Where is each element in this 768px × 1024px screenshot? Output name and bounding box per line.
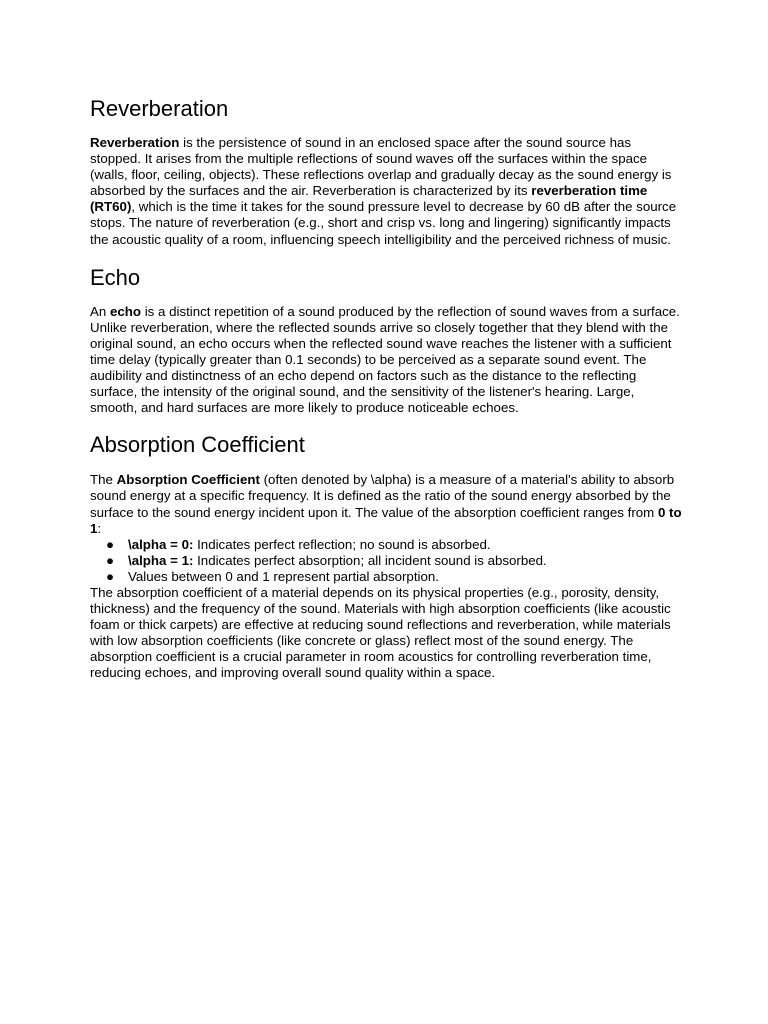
list-item-bold: \alpha = 1: (128, 552, 194, 568)
paragraph-absorption-intro (90, 472, 682, 536)
list-item-bold: \alpha = 0: (128, 536, 194, 552)
heading-reverberation: Reverberation (90, 96, 229, 121)
text-span: The (90, 472, 117, 488)
list-item (90, 537, 682, 553)
term-range: 0 to 1 (90, 504, 682, 536)
list-item-text: Indicates perfect reflection; no sound is absorbed. (193, 536, 491, 552)
term-echo: echo (109, 303, 142, 319)
bullet-list (90, 537, 682, 585)
term-absorption-coefficient: Absorption Coefficient (116, 472, 260, 488)
section-absorption-coefficient (90, 429, 682, 681)
list-item-text: Indicates perfect absorption; all incident sound is absorbed. (193, 552, 547, 568)
bullet-icon: ● (106, 568, 115, 584)
term-reverberation: Reverberation (90, 135, 180, 150)
heading-absorption-coefficient: Absorption Coefficient (90, 432, 305, 458)
heading-echo: Echo (90, 264, 141, 290)
document-page (90, 93, 682, 682)
paragraph-reverberation (90, 135, 682, 248)
term-reverberation-time: reverberation time (RT60) (90, 183, 648, 215)
paragraph-absorption-details: The absorption coefficient of a material depends on its physical properties (e.g., porosity, density, thickness) and the frequency of the sound. Materials with high absorption coefficients (like acoustic foam or thick carpets) are effective at reducing sound reflections and reverberation, while materials with low absorption coefficients (like concrete or glass) reflect most of the sound energy. The absorption coefficient is a crucial parameter in room acoustics for controlling reverberation time, reducing echoes, and improving overall sound quality within a space. (90, 584, 671, 681)
list-item (90, 569, 682, 585)
text-span: is the persistence of sound in an enclosed space after the sound source has stopped. It arises from the multiple reflections of sound waves off the surfaces within the space (walls, floor, ceiling, objects). These reflections overlap and gradually decay as the sound energy is absorbed by the surfaces and the air. Reverberation is characterized by its (90, 135, 672, 199)
paragraph-echo (90, 304, 682, 417)
bullet-icon: ● (106, 552, 115, 568)
text-span: : (97, 520, 102, 536)
bullet-icon: ● (106, 536, 115, 552)
text-span: An (90, 303, 110, 319)
text-span: , which is the time it takes for the sound pressure level to decrease by 60 dB after the source stops. The nature of reverberation (e.g., short and crisp vs. long and lingering) significantly impacts the acoustic quality of a room, influencing speech intelligibility and the perceived richness of music. (90, 199, 677, 247)
list-item (90, 553, 682, 569)
section-reverberation (90, 93, 682, 248)
section-echo (90, 262, 682, 417)
text-span: is a distinct repetition of a sound produced by the reflection of sound waves from a surface. Unlike reverberation, where the reflected sounds arrive so closely together that they blend with the original sound, an echo occurs when the reflected sound wave reaches the listener with a sufficient time delay (typically greater than 0.1 seconds) to be perceived as a separate sound event. The audibility and distinctness of an echo depend on factors such as the distance to the reflecting surface, the intensity of the original sound, and the sensitivity of the listener's hearing. Large, smooth, and hard surfaces are more likely to produce noticeable echoes. (90, 303, 680, 416)
list-item-text: Values between 0 and 1 represent partial absorption. (128, 568, 439, 584)
text-span: (often denoted by \alpha) is a measure of a material's ability to absorb sound energy at a specific frequency. It is defined as the ratio of the sound energy absorbed by the surface to the sound energy incident upon it. The value of the absorption coefficient ranges from (90, 472, 675, 520)
